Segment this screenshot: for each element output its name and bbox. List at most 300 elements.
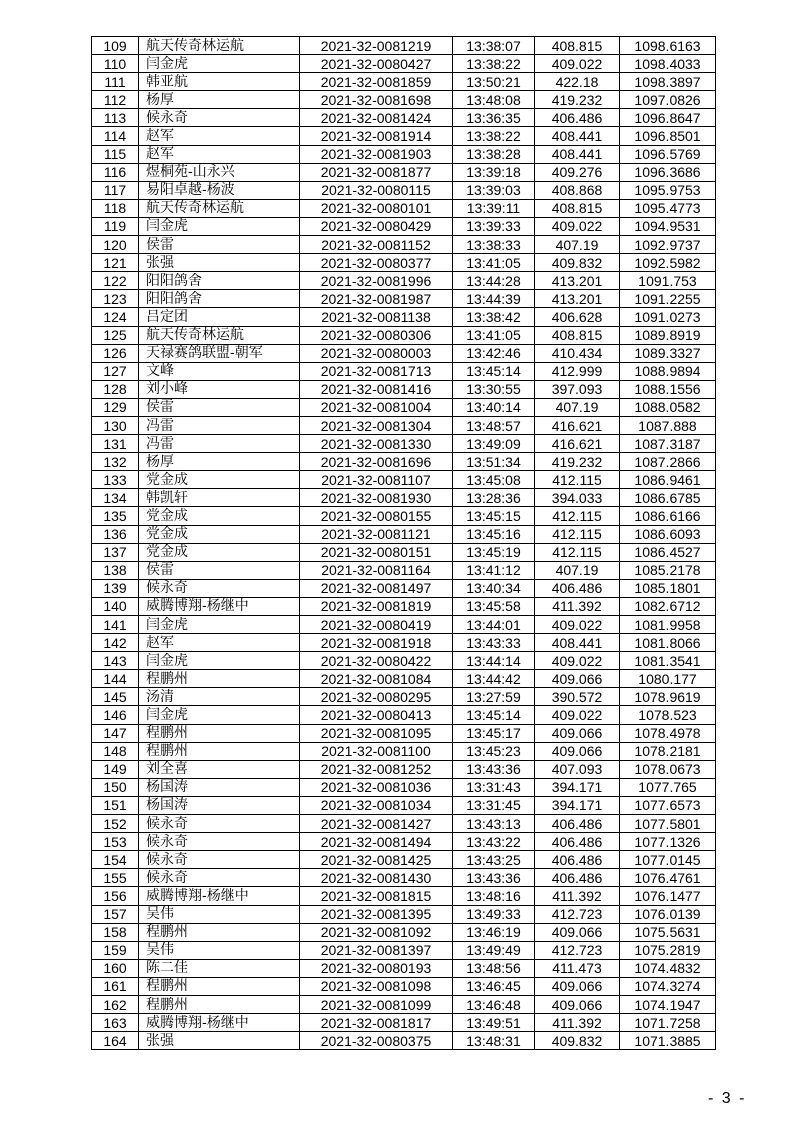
table-row [92,652,716,670]
distance-cell: 397.093 [535,380,620,398]
speed-cell: 1078.2181 [620,742,716,760]
speed-cell: 1086.6093 [620,525,716,543]
loft-name-cell: 闫金虎 [139,706,300,724]
ring-number-cell: 2021-32-0081930 [300,489,453,507]
ring-number-cell: 2021-32-0080101 [300,199,453,217]
loft-name-cell: 张强 [139,1032,300,1050]
loft-name-cell: 杨厚 [139,91,300,109]
rank-cell: 157 [92,905,139,923]
rank-cell: 155 [92,869,139,887]
ring-number-cell: 2021-32-0080427 [300,55,453,73]
arrival-time-cell: 13:44:14 [453,652,535,670]
ring-number-cell: 2021-32-0081903 [300,145,453,163]
table-row [92,109,716,127]
rank-cell: 130 [92,416,139,434]
loft-name-cell: 候永奇 [139,109,300,127]
table-row [92,815,716,833]
table-row [92,398,716,416]
rank-cell: 144 [92,670,139,688]
rank-cell: 159 [92,941,139,959]
rank-cell: 117 [92,181,139,199]
speed-cell: 1081.8066 [620,634,716,652]
arrival-time-cell: 13:31:43 [453,778,535,796]
loft-name-cell: 吴伟 [139,941,300,959]
speed-cell: 1080.177 [620,670,716,688]
arrival-time-cell: 13:39:18 [453,163,535,181]
rank-cell: 143 [92,652,139,670]
rank-cell: 109 [92,37,139,55]
ring-number-cell: 2021-32-0081914 [300,127,453,145]
speed-cell: 1089.8919 [620,326,716,344]
ring-number-cell: 2021-32-0081252 [300,760,453,778]
loft-name-cell: 航天传奇林运航 [139,326,300,344]
table-row [92,905,716,923]
table-row [92,37,716,55]
rank-cell: 160 [92,959,139,977]
distance-cell: 408.868 [535,181,620,199]
arrival-time-cell: 13:38:22 [453,55,535,73]
rank-cell: 132 [92,453,139,471]
distance-cell: 411.392 [535,597,620,615]
table-row [92,851,716,869]
loft-name-cell: 天禄赛鸽联盟-朝军 [139,344,300,362]
distance-cell: 407.19 [535,561,620,579]
loft-name-cell: 航天传奇林运航 [139,199,300,217]
table-row [92,507,716,525]
arrival-time-cell: 13:41:05 [453,326,535,344]
arrival-time-cell: 13:30:55 [453,380,535,398]
table-row [92,634,716,652]
speed-cell: 1098.4033 [620,55,716,73]
table-row [92,127,716,145]
table-row [92,833,716,851]
rank-cell: 163 [92,1014,139,1032]
arrival-time-cell: 13:31:45 [453,796,535,814]
table-row [92,55,716,73]
speed-cell: 1098.6163 [620,37,716,55]
rank-cell: 161 [92,977,139,995]
rank-cell: 124 [92,308,139,326]
arrival-time-cell: 13:48:31 [453,1032,535,1050]
distance-cell: 406.486 [535,579,620,597]
speed-cell: 1088.1556 [620,380,716,398]
speed-cell: 1087.2866 [620,453,716,471]
distance-cell: 394.171 [535,778,620,796]
rank-cell: 112 [92,91,139,109]
distance-cell: 409.022 [535,55,620,73]
speed-cell: 1075.5631 [620,923,716,941]
table-row [92,326,716,344]
rank-cell: 145 [92,688,139,706]
distance-cell: 419.232 [535,91,620,109]
distance-cell: 409.276 [535,163,620,181]
loft-name-cell: 杨国涛 [139,796,300,814]
arrival-time-cell: 13:49:49 [453,941,535,959]
table-row [92,869,716,887]
arrival-time-cell: 13:49:33 [453,905,535,923]
speed-cell: 1095.9753 [620,181,716,199]
loft-name-cell: 韩凯轩 [139,489,300,507]
loft-name-cell: 韩亚航 [139,73,300,91]
loft-name-cell: 闫金虎 [139,652,300,670]
arrival-time-cell: 13:45:14 [453,706,535,724]
table-row [92,742,716,760]
ring-number-cell: 2021-32-0081817 [300,1014,453,1032]
ring-number-cell: 2021-32-0081696 [300,453,453,471]
rank-cell: 115 [92,145,139,163]
loft-name-cell: 威腾博翔-杨继中 [139,597,300,615]
table-row [92,995,716,1013]
rank-cell: 141 [92,616,139,634]
arrival-time-cell: 13:27:59 [453,688,535,706]
loft-name-cell: 赵军 [139,127,300,145]
speed-cell: 1087.888 [620,416,716,434]
speed-cell: 1096.5769 [620,145,716,163]
rank-cell: 134 [92,489,139,507]
distance-cell: 408.441 [535,634,620,652]
speed-cell: 1086.9461 [620,471,716,489]
ring-number-cell: 2021-32-0081819 [300,597,453,615]
table-row [92,73,716,91]
ring-number-cell: 2021-32-0081304 [300,416,453,434]
ring-number-cell: 2021-32-0081004 [300,398,453,416]
arrival-time-cell: 13:38:42 [453,308,535,326]
rank-cell: 127 [92,362,139,380]
loft-name-cell: 程鹏州 [139,923,300,941]
ring-number-cell: 2021-32-0080413 [300,706,453,724]
distance-cell: 409.066 [535,995,620,1013]
arrival-time-cell: 13:43:33 [453,634,535,652]
distance-cell: 406.486 [535,833,620,851]
arrival-time-cell: 13:38:22 [453,127,535,145]
distance-cell: 412.999 [535,362,620,380]
speed-cell: 1075.2819 [620,941,716,959]
arrival-time-cell: 13:46:45 [453,977,535,995]
speed-cell: 1074.3274 [620,977,716,995]
ring-number-cell: 2021-32-0081036 [300,778,453,796]
rank-cell: 152 [92,815,139,833]
distance-cell: 409.066 [535,923,620,941]
arrival-time-cell: 13:48:08 [453,91,535,109]
rank-cell: 153 [92,833,139,851]
speed-cell: 1085.2178 [620,561,716,579]
speed-cell: 1096.3686 [620,163,716,181]
table-row [92,290,716,308]
ring-number-cell: 2021-32-0081815 [300,887,453,905]
rank-cell: 150 [92,778,139,796]
rank-cell: 140 [92,597,139,615]
ring-number-cell: 2021-32-0081427 [300,815,453,833]
rank-cell: 122 [92,272,139,290]
ring-number-cell: 2021-32-0081095 [300,724,453,742]
loft-name-cell: 侯雷 [139,236,300,254]
results-table-body [92,37,716,1050]
distance-cell: 406.486 [535,109,620,127]
speed-cell: 1089.3327 [620,344,716,362]
distance-cell: 409.832 [535,254,620,272]
speed-cell: 1074.4832 [620,959,716,977]
distance-cell: 412.115 [535,507,620,525]
loft-name-cell: 冯雷 [139,416,300,434]
distance-cell: 409.022 [535,706,620,724]
table-row [92,181,716,199]
speed-cell: 1087.3187 [620,435,716,453]
distance-cell: 412.723 [535,905,620,923]
arrival-time-cell: 13:40:14 [453,398,535,416]
speed-cell: 1078.9619 [620,688,716,706]
ring-number-cell: 2021-32-0081416 [300,380,453,398]
distance-cell: 406.628 [535,308,620,326]
loft-name-cell: 易阳卓越-杨波 [139,181,300,199]
speed-cell: 1096.8647 [620,109,716,127]
rank-cell: 129 [92,398,139,416]
table-row [92,688,716,706]
arrival-time-cell: 13:44:01 [453,616,535,634]
speed-cell: 1078.0673 [620,760,716,778]
arrival-time-cell: 13:28:36 [453,489,535,507]
loft-name-cell: 候永奇 [139,851,300,869]
loft-name-cell: 刘全喜 [139,760,300,778]
speed-cell: 1074.1947 [620,995,716,1013]
distance-cell: 412.115 [535,543,620,561]
arrival-time-cell: 13:39:33 [453,217,535,235]
distance-cell: 416.621 [535,416,620,434]
speed-cell: 1095.4773 [620,199,716,217]
arrival-time-cell: 13:45:15 [453,507,535,525]
results-table [91,36,716,1050]
distance-cell: 409.022 [535,217,620,235]
speed-cell: 1085.1801 [620,579,716,597]
rank-cell: 113 [92,109,139,127]
loft-name-cell: 候永奇 [139,833,300,851]
arrival-time-cell: 13:44:28 [453,272,535,290]
rank-cell: 114 [92,127,139,145]
arrival-time-cell: 13:41:12 [453,561,535,579]
arrival-time-cell: 13:51:34 [453,453,535,471]
loft-name-cell: 汤清 [139,688,300,706]
ring-number-cell: 2021-32-0081397 [300,941,453,959]
ring-number-cell: 2021-32-0081099 [300,995,453,1013]
speed-cell: 1077.5801 [620,815,716,833]
table-row [92,561,716,579]
table-row [92,272,716,290]
table-row [92,543,716,561]
rank-cell: 151 [92,796,139,814]
arrival-time-cell: 13:39:11 [453,199,535,217]
speed-cell: 1076.4761 [620,869,716,887]
rank-cell: 146 [92,706,139,724]
arrival-time-cell: 13:38:28 [453,145,535,163]
rank-cell: 120 [92,236,139,254]
table-row [92,597,716,615]
ring-number-cell: 2021-32-0081996 [300,272,453,290]
ring-number-cell: 2021-32-0081121 [300,525,453,543]
speed-cell: 1086.6166 [620,507,716,525]
arrival-time-cell: 13:45:19 [453,543,535,561]
ring-number-cell: 2021-32-0080003 [300,344,453,362]
table-row [92,796,716,814]
loft-name-cell: 候永奇 [139,815,300,833]
arrival-time-cell: 13:38:07 [453,37,535,55]
speed-cell: 1077.1326 [620,833,716,851]
distance-cell: 411.392 [535,887,620,905]
ring-number-cell: 2021-32-0081497 [300,579,453,597]
arrival-time-cell: 13:39:03 [453,181,535,199]
ring-number-cell: 2021-32-0081100 [300,742,453,760]
distance-cell: 411.392 [535,1014,620,1032]
rank-cell: 123 [92,290,139,308]
rank-cell: 128 [92,380,139,398]
ring-number-cell: 2021-32-0081084 [300,670,453,688]
rank-cell: 138 [92,561,139,579]
distance-cell: 409.022 [535,652,620,670]
ring-number-cell: 2021-32-0080155 [300,507,453,525]
arrival-time-cell: 13:43:22 [453,833,535,851]
distance-cell: 407.19 [535,236,620,254]
ring-number-cell: 2021-32-0081859 [300,73,453,91]
table-row [92,579,716,597]
loft-name-cell: 威腾博翔-杨继中 [139,1014,300,1032]
arrival-time-cell: 13:44:42 [453,670,535,688]
loft-name-cell: 程鹏州 [139,995,300,1013]
ring-number-cell: 2021-32-0080375 [300,1032,453,1050]
ring-number-cell: 2021-32-0080115 [300,181,453,199]
loft-name-cell: 侯雷 [139,561,300,579]
table-row [92,959,716,977]
rank-cell: 142 [92,634,139,652]
speed-cell: 1078.523 [620,706,716,724]
distance-cell: 413.201 [535,272,620,290]
table-row [92,163,716,181]
rank-cell: 164 [92,1032,139,1050]
arrival-time-cell: 13:44:39 [453,290,535,308]
distance-cell: 409.022 [535,616,620,634]
arrival-time-cell: 13:48:57 [453,416,535,434]
rank-cell: 116 [92,163,139,181]
distance-cell: 422.18 [535,73,620,91]
rank-cell: 137 [92,543,139,561]
ring-number-cell: 2021-32-0081698 [300,91,453,109]
loft-name-cell: 党金成 [139,543,300,561]
rank-cell: 139 [92,579,139,597]
table-row [92,525,716,543]
table-row [92,706,716,724]
distance-cell: 390.572 [535,688,620,706]
loft-name-cell: 冯雷 [139,435,300,453]
arrival-time-cell: 13:42:46 [453,344,535,362]
ring-number-cell: 2021-32-0081034 [300,796,453,814]
table-row [92,778,716,796]
rank-cell: 131 [92,435,139,453]
arrival-time-cell: 13:41:05 [453,254,535,272]
distance-cell: 409.066 [535,977,620,995]
arrival-time-cell: 13:49:09 [453,435,535,453]
loft-name-cell: 闫金虎 [139,616,300,634]
distance-cell: 416.621 [535,435,620,453]
ring-number-cell: 2021-32-0080377 [300,254,453,272]
table-row [92,977,716,995]
distance-cell: 408.441 [535,145,620,163]
rank-cell: 162 [92,995,139,1013]
loft-name-cell: 赵军 [139,145,300,163]
rank-cell: 154 [92,851,139,869]
loft-name-cell: 程鹏州 [139,742,300,760]
ring-number-cell: 2021-32-0081713 [300,362,453,380]
ring-number-cell: 2021-32-0081430 [300,869,453,887]
ring-number-cell: 2021-32-0081877 [300,163,453,181]
ring-number-cell: 2021-32-0081138 [300,308,453,326]
ring-number-cell: 2021-32-0081425 [300,851,453,869]
rank-cell: 135 [92,507,139,525]
arrival-time-cell: 13:43:25 [453,851,535,869]
distance-cell: 408.441 [535,127,620,145]
speed-cell: 1091.2255 [620,290,716,308]
ring-number-cell: 2021-32-0081098 [300,977,453,995]
table-row [92,91,716,109]
loft-name-cell: 侯雷 [139,398,300,416]
loft-name-cell: 杨厚 [139,453,300,471]
arrival-time-cell: 13:50:21 [453,73,535,91]
table-row [92,941,716,959]
distance-cell: 394.171 [535,796,620,814]
distance-cell: 412.115 [535,525,620,543]
speed-cell: 1077.6573 [620,796,716,814]
rank-cell: 149 [92,760,139,778]
speed-cell: 1088.9894 [620,362,716,380]
table-row [92,380,716,398]
ring-number-cell: 2021-32-0081395 [300,905,453,923]
arrival-time-cell: 13:48:56 [453,959,535,977]
table-row [92,217,716,235]
ring-number-cell: 2021-32-0081494 [300,833,453,851]
loft-name-cell: 程鹏州 [139,670,300,688]
ring-number-cell: 2021-32-0081164 [300,561,453,579]
speed-cell: 1077.765 [620,778,716,796]
distance-cell: 394.033 [535,489,620,507]
speed-cell: 1091.0273 [620,308,716,326]
rank-cell: 110 [92,55,139,73]
loft-name-cell: 党金成 [139,507,300,525]
speed-cell: 1086.6785 [620,489,716,507]
arrival-time-cell: 13:45:14 [453,362,535,380]
speed-cell: 1098.3897 [620,73,716,91]
distance-cell: 408.815 [535,326,620,344]
rank-cell: 119 [92,217,139,235]
table-row [92,489,716,507]
distance-cell: 408.815 [535,199,620,217]
table-row [92,344,716,362]
table-row [92,453,716,471]
arrival-time-cell: 13:38:33 [453,236,535,254]
rank-cell: 111 [92,73,139,91]
speed-cell: 1092.5982 [620,254,716,272]
rank-cell: 126 [92,344,139,362]
loft-name-cell: 杨国涛 [139,778,300,796]
ring-number-cell: 2021-32-0081424 [300,109,453,127]
speed-cell: 1076.1477 [620,887,716,905]
rank-cell: 121 [92,254,139,272]
table-row [92,236,716,254]
ring-number-cell: 2021-32-0080193 [300,959,453,977]
distance-cell: 406.486 [535,815,620,833]
speed-cell: 1086.4527 [620,543,716,561]
loft-name-cell: 陈二佳 [139,959,300,977]
loft-name-cell: 党金成 [139,471,300,489]
speed-cell: 1077.0145 [620,851,716,869]
arrival-time-cell: 13:49:51 [453,1014,535,1032]
speed-cell: 1078.4978 [620,724,716,742]
table-row [92,308,716,326]
